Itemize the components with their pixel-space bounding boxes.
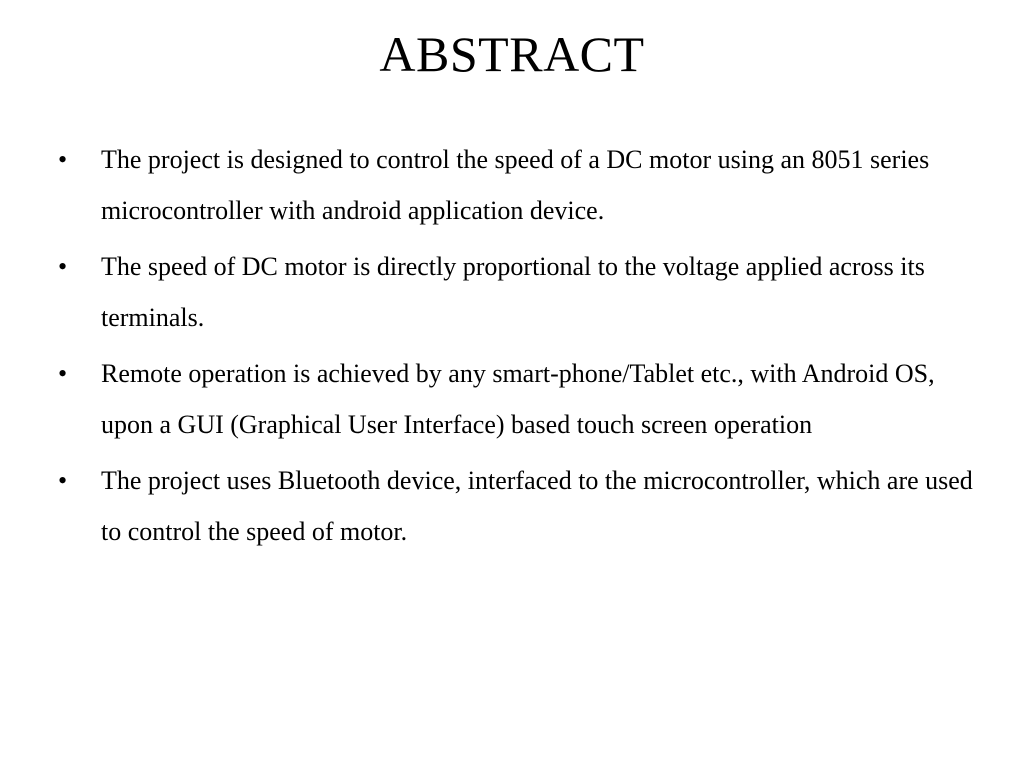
bullet-text: The speed of DC motor is directly proportional to the voltage applied across its terminals. <box>101 252 925 332</box>
bullet-icon: • <box>58 359 68 388</box>
bullet-icon: • <box>58 145 68 174</box>
bullet-icon: • <box>58 466 68 495</box>
bullet-text: Remote operation is achieved by any smart-phone/Tablet etc., with Android OS, upon a GUI (Graphical User Interface) based touch screen operation <box>101 359 935 439</box>
slide-title: ABSTRACT <box>379 26 645 82</box>
bullet-text: The project is designed to control the speed of a DC motor using an 8051 series microcontroller with android application device. <box>101 145 930 225</box>
bullet-item <box>58 348 988 450</box>
bullet-item <box>58 241 988 343</box>
bullet-item <box>58 455 988 557</box>
bullet-icon: • <box>58 252 68 281</box>
bullet-item <box>58 134 988 236</box>
bullet-text: The project uses Bluetooth device, interfaced to the microcontroller, which are used to control the speed of motor. <box>101 466 973 546</box>
bullet-list <box>58 134 988 562</box>
